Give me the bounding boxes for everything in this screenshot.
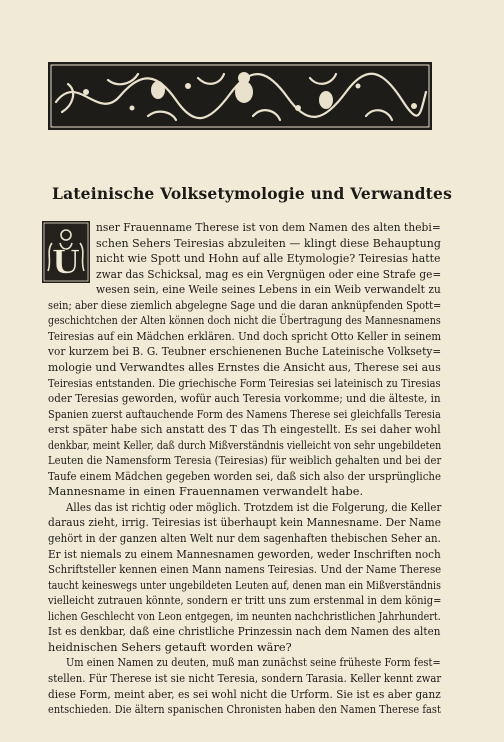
text-line: taucht keineswegs unter ungebildeten Leuten auf, denen man ein Mißverständnis	[48, 578, 441, 592]
decorated-initial-letter	[42, 221, 90, 283]
initial-u-ornament-icon	[42, 221, 90, 283]
text-line: nser Frauenname Therese ist von dem Namen des alten thebi=	[96, 221, 441, 234]
vine-ornament-icon	[48, 62, 432, 130]
text-line: Er ist niemals zu einem Mannesnamen geworden, weder Inschriften noch	[48, 547, 441, 561]
text-line: erst später habe sich anstatt des T das Th eingestellt. Es sei daher wohl	[48, 423, 441, 437]
text-line: Mannesname in einen Frauennamen verwandelt habe.	[48, 485, 364, 499]
text-line: denkbar, meint Keller, daß durch Mißverständnis vielleicht von sehr ungebildeten	[48, 438, 442, 452]
text-line: gehört in der ganzen alten Welt nur dem sagenhaften thebischen Seher an.	[48, 532, 441, 545]
text-line: Alles das ist richtig oder möglich. Trotzdem ist die Folgerung, die Keller	[66, 500, 442, 514]
text-line: diese Form, meint aber, es sei wohl nicht die Urform. Sie ist es aber ganz	[48, 687, 441, 701]
text-line: Ist es denkbar, daß eine christliche Prinzessin nach dem Namen des alten	[48, 625, 441, 639]
text-line: Schriftsteller kennen einen Mann namens Teiresias. Und der Name Therese	[48, 563, 442, 577]
text-line: geschichtchen der Alten können doch nicht die Übertragung des Mannesnamens	[48, 314, 441, 328]
text-line: mologie und Verwandtes alles Ernstes die Ansicht aus, Therese sei aus	[48, 360, 441, 374]
text-line: Leuten die Namensform Teresia (Teiresias) für weiblich gehalten und bei der	[48, 454, 442, 468]
text-line: daraus zieht, irrig. Teiresias ist überhaupt kein Mannesname. Der Name	[48, 516, 441, 530]
text-line: Teiresias entstanden. Die griechische Form Teiresias sei lateinisch zu Tiresias	[48, 376, 441, 390]
text-line: zwar das Schicksal, mag es ein Vergnügen oder eine Strafe ge=	[96, 267, 442, 281]
text-line: sein; aber diese ziemlich abgelegne Sage und die daran anknüpfenden Spott=	[48, 298, 442, 312]
text-line: vor kurzem bei B. G. Teubner erschienenen Buche Lateinische Volksety=	[48, 345, 442, 359]
text-line: Teiresias auf ein Mädchen erklären. Und doch spricht Otto Keller in seinem	[48, 329, 442, 343]
text-line: Taufe einem Mädchen gegeben worden sei, daß sich also der ursprüngliche	[48, 469, 442, 483]
text-line: Spanien zuerst auftauchende Form des Namens Therese sei gleichfalls Teresia	[48, 407, 441, 421]
text-line: heidnischen Sehers getauft worden wäre?	[48, 640, 292, 654]
initial-letter-glyph: U	[52, 243, 80, 281]
chapter-heading: Lateinische Volksetymologie und Verwandtes	[51, 184, 453, 203]
text-line: schen Sehers Teiresias abzuleiten — klingt diese Behauptung	[96, 236, 441, 250]
ornamental-header-vignette	[48, 62, 432, 130]
text-line: oder Teresias geworden, wofür auch Teresia vorkomme; und die älteste, in	[48, 392, 441, 406]
text-line: entschieden. Die ältern spanischen Chronisten haben den Namen Therese fast	[48, 703, 441, 717]
text-line: wesen sein, eine Weile seines Lebens in ein Weib verwandelt zu	[96, 283, 441, 297]
text-line: stellen. Für Therese ist sie nicht Teresia, sondern Tarasia. Keller kennt zwar	[48, 671, 442, 685]
text-line: Um einen Namen zu deuten, muß man zunächst seine früheste Form fest=	[66, 656, 441, 670]
text-line: lichen Geschlecht von Leon entgegen, im neunten nachchristlichen Jahrhundert.	[48, 609, 441, 623]
text-line: vielleicht zutrauen könnte, sondern er tritt uns zum erstenmal in dem könig=	[48, 594, 442, 608]
text-line: nicht wie Spott und Hohn auf alle Etymologie? Teiresias hatte	[96, 252, 441, 266]
